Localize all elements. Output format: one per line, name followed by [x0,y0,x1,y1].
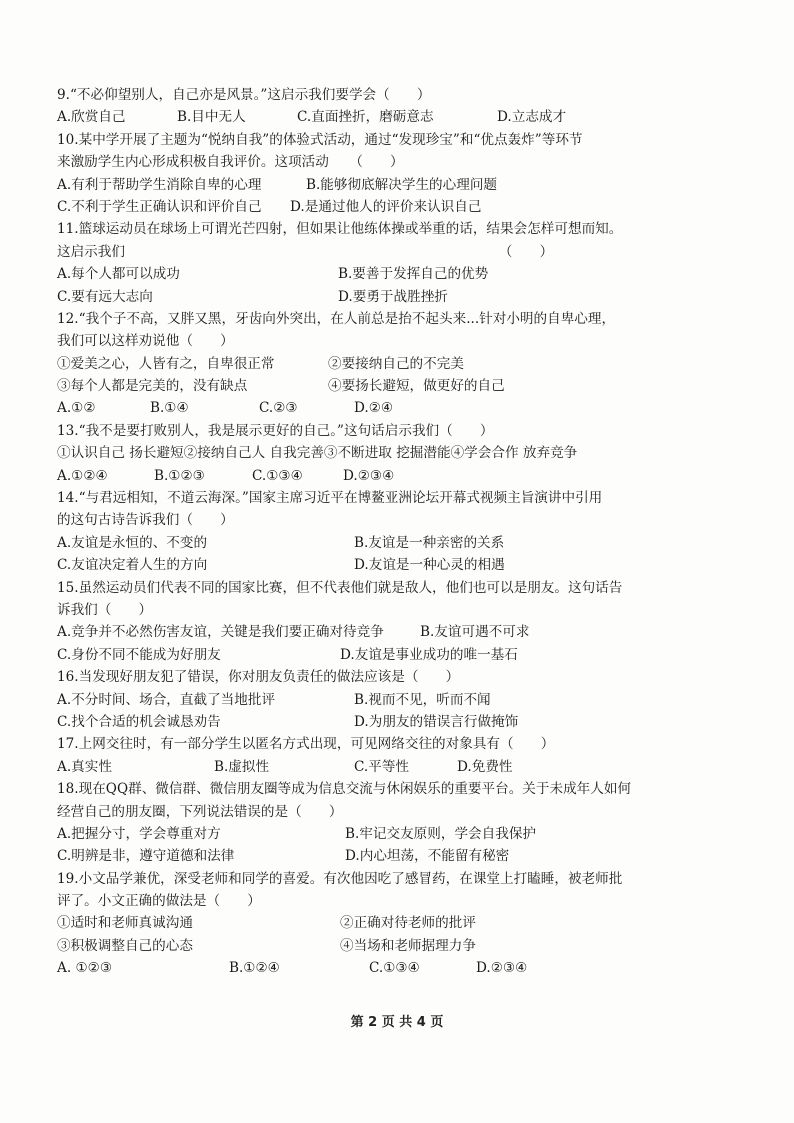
option-row [57,196,747,218]
option-c: C.直面挫折，磨砺意志 [297,109,434,126]
question-19 [57,868,747,980]
option-c: C.友谊决定着人生的方向 [57,557,208,574]
option-d: D.为朋友的错误言行做掩饰 [354,713,519,730]
option-b: B.虚拟性 [214,758,270,775]
option-b: B.①②④ [229,960,280,977]
question-stem-cont: 经营自己的朋友圈，下列说法错误的是（ ） [57,803,343,820]
question-stem: 11.篮球运动员在球场上可谓光芒四射，但如果让他练体操或举重的话，结果会怎样可想而知。 [57,221,623,238]
option-a: A.①② [57,400,96,417]
option-a: A.欣赏自己 [57,109,126,126]
option-c: C.①③④ [252,467,303,484]
question-stem: 10.某中学开展了主题为“悦纳自我”的体验式活动，通过“发现珍宝”和“优点轰炸”等环节 [57,131,583,148]
question-stem: 18.现在QQ群、微信群、微信朋友圈等成为信息交流与休闲娱乐的重要平台。关于未成年人如何 [57,781,632,798]
option-a: A.把握分寸，学会尊重对方 [57,825,221,842]
option-row [57,711,747,733]
option-a: A. ①②③ [57,960,113,977]
option-b: B.友谊是一种亲密的关系 [354,534,505,551]
option-row [57,397,747,419]
question-stem-cont: 诉我们（ ） [57,601,153,618]
question-stem-cont: 这启示我们 （ ） [57,243,554,260]
option-c: C.身份不同不能成为好朋友 [57,646,221,663]
statement-1: ①适时和老师真诚沟通 [57,915,193,932]
option-b: B.要善于发挥自己的优势 [338,266,489,283]
option-c: C.①③④ [369,960,420,977]
option-row [57,286,747,308]
option-d: D.要勇于战胜挫折 [338,288,448,305]
statement-row [57,912,747,934]
question-stem-cont: 的这句古诗告诉我们（ ） [57,512,234,529]
option-row [57,644,747,666]
option-c: C.不利于学生正确认识和评价自己 [57,198,262,215]
question-9 [57,84,747,129]
statement-2: ②要接纳自己的不完美 [328,355,464,372]
option-a: A.竞争并不必然伤害友谊，关键是我们要正确对待竞争 [57,624,384,641]
option-d: D.友谊是一种心灵的相遇 [354,557,505,574]
statement-4: ④要扬长避短，做更好的自己 [328,378,505,395]
option-row [57,106,747,128]
option-d: D.是通过他人的评价来认识自己 [290,198,482,215]
option-row [57,263,747,285]
option-c: C.要有远大志向 [57,288,153,305]
question-stem-cont: 评了。小文正确的做法是（ ） [57,893,261,910]
option-a: A.①②④ [57,467,108,484]
option-c: C.找个合适的机会诚恳劝告 [57,713,221,730]
option-row [57,174,747,196]
question-15 [57,577,747,667]
option-a: A.每个人都可以成功 [57,266,180,283]
option-d: D.友谊是事业成功的唯一基石 [340,646,518,663]
option-d: D.免费性 [457,758,513,775]
option-c: C.明辨是非，遵守道德和法律 [57,848,235,865]
option-row [57,957,747,979]
question-stem: 9.“不必仰望别人，自己亦是风景。”这启示我们要学会（ ） [57,87,431,103]
question-14 [57,487,747,577]
statement-4: ④当场和老师据理力争 [340,937,476,954]
question-stem: 12.“我个子不高，又胖又黑，牙齿向外突出，在人前总是抬不起头来...针对小明的自卑心理， [57,310,616,327]
option-b: B.目中无人 [177,109,246,126]
option-d: D.②③④ [476,960,528,977]
statement-1: ①爱美之心，人皆有之，自卑很正常 [57,355,275,372]
option-row [57,465,747,487]
option-c: C.平等性 [354,758,410,775]
option-a: A.友谊是永恒的、不变的 [57,534,208,551]
option-d: D.立志成才 [497,109,567,126]
option-c: C.②③ [259,400,298,417]
option-d: D.②④ [354,400,394,417]
option-d: D.内心坦荡，不能留有秘密 [345,848,510,865]
option-b: B.牢记交友原则，学会自我保护 [345,825,537,842]
statement-3: ③每个人都是完美的，没有缺点 [57,378,248,395]
option-b: B.①②③ [154,467,205,484]
statement-row [57,375,747,397]
question-stem: 17.上网交往时，有一部分学生以匿名方式出现，可见网络交往的对象具有（ ） [57,736,555,753]
question-16 [57,666,747,733]
option-a: A.真实性 [57,758,112,775]
option-b: B.友谊可遇不可求 [420,624,530,641]
option-d: D.②③④ [343,467,395,484]
option-row [57,823,747,845]
statement-3: ③积极调整自己的心态 [57,937,193,954]
question-stem: 15.虽然运动员们代表不同的国家比赛，但不代表他们就是敌人，他们也可以是朋友。这句话告 [57,579,623,596]
question-stem: 13.“我不是要打败别人，我是展示更好的自己。”这句话启示我们（ ） [57,422,494,439]
question-12 [57,308,747,420]
question-17 [57,733,747,778]
question-10 [57,129,747,219]
question-stem-cont: 来激励学生内心形成积极自我评价。这项活动 （ ） [57,154,404,171]
question-13 [57,420,747,487]
option-row [57,621,747,643]
question-stem: 19.小文品学兼优，深受老师和同学的喜爱。有次他因吃了感冒药，在课堂上打瞌睡，被老师批 [57,870,623,887]
option-a: A.有利于帮助学生消除自卑的心理 [57,176,262,193]
question-11 [57,218,747,308]
question-stem: 14.“与君远相知，不道云海深。”国家主席习近平在博鳌亚洲论坛开幕式视频主旨演讲中引用 [57,490,603,507]
option-a: A.不分时间、场合，直截了当地批评 [57,691,276,708]
option-row [57,554,747,576]
option-row [57,756,747,778]
statement-2: ②正确对待老师的批评 [340,915,476,932]
option-row [57,532,747,554]
question-list [57,84,747,980]
option-b: B.视而不见，听而不闻 [354,691,491,708]
option-b: B.能够彻底解决学生的心理问题 [306,176,498,193]
statement-row [57,353,747,375]
question-stem-cont: 我们可以这样劝说他（ ） [57,333,234,350]
option-row [57,689,747,711]
option-b: B.①④ [150,400,189,417]
question-18 [57,778,747,868]
page-number: 第 2 页 共 4 页 [350,1015,444,1030]
option-row [57,845,747,867]
statement-line: ①认识自己 扬长避短②接纳自己人 自我完善③不断进取 挖掘潜能④学会合作 放弃竞争 [57,445,578,462]
statement-row [57,935,747,957]
question-stem: 16.当发现好朋友犯了错误，你对朋友负责任的做法应该是（ ） [57,669,460,686]
